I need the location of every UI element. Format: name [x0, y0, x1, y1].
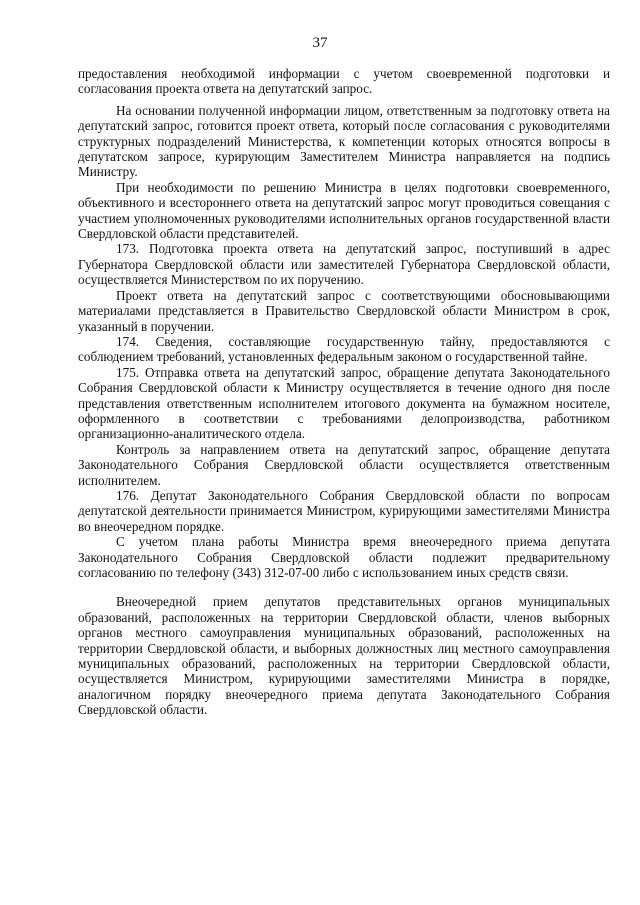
paragraph-meetings: При необходимости по решению Министра в целях подготовки своевременного, объективного и всестороннего ответа на депутатский запрос могут проводиться совещания с участием уполномоченных руководителями исполнительных органов государственной власти Свердловской области представителей. [78, 179, 610, 242]
paragraph-174: 174. Сведения, составляющие государственную тайну, предоставляются с соблюдением требований, установленных федеральным законом о государственной тайне. [78, 333, 610, 365]
paragraph-173: 173. Подготовка проекта ответа на депутатский запрос, поступивший в адрес Губернатора Свердловской области или заместителей Губернатора Свердловской области, осуществляется Министерством по их поручению. [78, 241, 610, 288]
paragraph-draft-submission: Проект ответа на депутатский запрос с соответствующими обосновывающими материалами представляется в Правительство Свердловской области Министром в срок, указанный в поручении. [78, 287, 610, 334]
paragraph-continuation: предоставления необходимой информации с учетом своевременной подготовки и согласования проекта ответа на депутатский запрос. [78, 66, 610, 97]
paragraph-176: 176. Депутат Законодательного Собрания Свердловской области по вопросам депутатской деятельности принимается Министром, курирующими заместителями Министра во внеочередном порядке. [78, 487, 610, 534]
document-body [78, 66, 610, 718]
paragraph-scheduling: С учетом плана работы Министра время внеочередного приема депутата Законодательного Собрания Свердловской области подлежит предварительному согласованию по телефону (343) 312-07-00 либо с использованием иных средств связи. [78, 534, 610, 580]
paragraph-175: 175. Отправка ответа на депутатский запрос, обращение депутата Законодательного Собрания Свердловской области к Министру осуществляется в течение одного дня после представления ответственным исполнителем итогового документа на бумажном носителе, оформленного в соответствии с требованиями делопроизводства, работником организационно-аналитического отдела. [78, 364, 610, 442]
paragraph-draft-response: На основании полученной информации лицом, ответственным за подготовку ответа на депутатский запрос, готовится проект ответа, который после согласования с руководителями структурных подразделений Министерства, к компетенции которых относятся вопросы в депутатском запросе, курирующим Заместителем Министра направляется на подпись Министру. [78, 102, 610, 180]
paragraph-municipal-reception: Внеочередной прием депутатов представительных органов муниципальных образований, расположенных на территории Свердловской области, членов выборных органов местного самоуправления муниципальных образований, расположенных на территории Свердловской области, и выборных должностных лиц местного самоуправления муниципальных образований, расположенных на территории Свердловской области, осуществляется Министром, курирующими заместителями Министра в порядке, аналогичном порядку внеочередного приема депутата Законодательного Собрания Свердловской области. [78, 594, 610, 718]
paragraph-control: Контроль за направлением ответа на депутатский запрос, обращение депутата Законодательного Собрания Свердловской области осуществляется ответственным исполнителем. [78, 441, 610, 488]
page-number: 37 [312, 35, 328, 51]
